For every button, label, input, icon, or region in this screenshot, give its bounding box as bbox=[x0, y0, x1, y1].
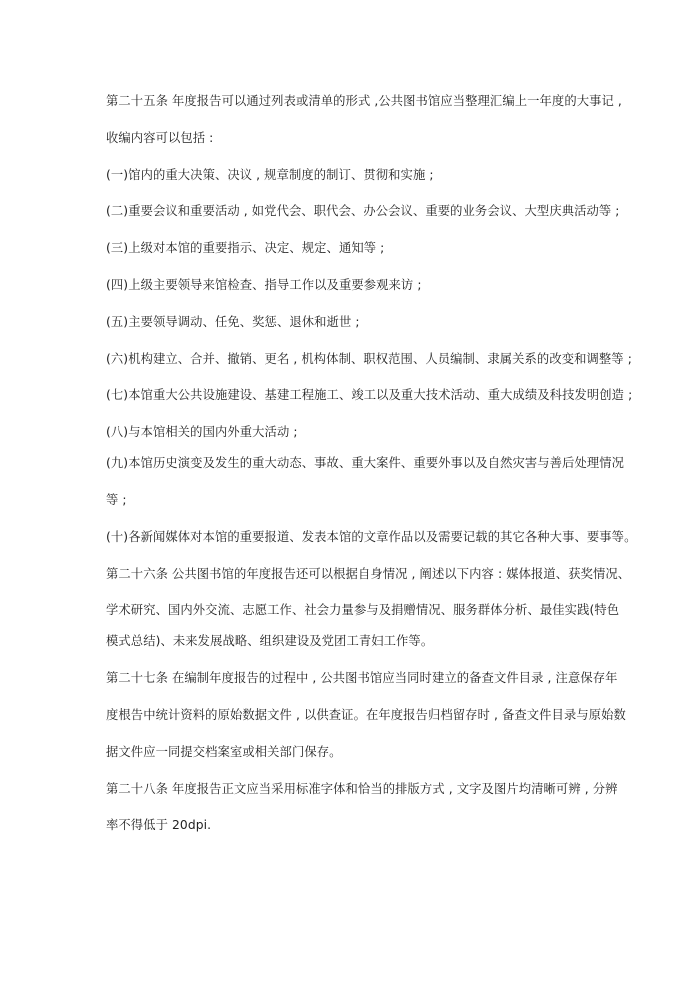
article-26-line-1: 第二十六条 公共图书馆的年度报告还可以根据自身情况 , 阐述以下内容 : 媒体报道、获奖情况、 bbox=[106, 566, 631, 581]
article-25-line-1: 第二十五条 年度报告可以通过列表或清单的形式 ,公共图书馆应当整理汇编上一年度的大事记 , bbox=[106, 94, 622, 108]
article-26-line-3: 模式总结)、未来发展战略、组织建设及党团工青妇工作等。 bbox=[106, 634, 434, 649]
article-25-line-2: 收编内容可以包括 : bbox=[106, 130, 214, 145]
list-item-4: (四)上级主要领导来馆检查、指导工作以及重要参观来访 ; bbox=[106, 277, 422, 292]
list-item-8: (八)与本馆相关的国内外重大活动 ; bbox=[106, 425, 298, 440]
list-item-1: (一)馆内的重大决策、决议 , 规章制度的制订、贯彻和实施 ; bbox=[106, 167, 434, 182]
article-26-line-2: 学术研究、国内外交流、志愿工作、社会力量参与及捐赠情况、服务群体分析、最佳实践(特色 bbox=[106, 603, 620, 618]
article-27-line-1: 第二十七条 在编制年度报告的过程中 , 公共图书馆应当同时建立的备查文件目录 , 注意保存年 bbox=[106, 671, 618, 686]
list-item-3: (三)上级对本馆的重要指示、决定、规定、通知等 ; bbox=[106, 241, 385, 256]
document-body bbox=[106, 92, 637, 853]
list-item-7: (七)本馆重大公共设施建设、基建工程施工、竣工以及重大技术活动、重大成绩及科技发明创造 ; bbox=[106, 388, 633, 403]
article-27-line-3: 据文件应一同提交档案室或相关部门保存。 bbox=[106, 744, 342, 759]
list-item-9-line-2: 等 ; bbox=[106, 492, 127, 507]
list-item-6: (六)机构建立、合并、撤销、更名 , 机构体制、职权范围、人员编制、隶属关系的改变和调整等 ; bbox=[106, 351, 632, 366]
article-28-line-2: 率不得低于 20dpi. bbox=[106, 818, 212, 833]
list-item-9-line-1: (九)本馆历史演变及发生的重大动态、事故、重大案件、重要外事以及自然灾害与善后处理情况 bbox=[106, 456, 625, 471]
list-item-5: (五)主要领导调动、任免、奖惩、退休和逝世 ; bbox=[106, 314, 360, 329]
list-item-10: (十)各新闻媒体对本馆的重要报道、发表本馆的文章作品以及需要记载的其它各种大事、要事等。 bbox=[106, 529, 637, 544]
article-27-line-2: 度根告中统计资料的原始数据文件 , 以供查证。在年度报告归档留存时 , 备查文件目录与原始数 bbox=[106, 707, 626, 722]
article-28-line-1: 第二十八条 年度报告正文应当采用标准字体和恰当的排版方式 , 文字及图片均清晰可辨 , 分辨 bbox=[106, 781, 618, 796]
list-item-2: (二)重要会议和重要活动 , 如党代会、职代会、办公会议、重要的业务会议、大型庆典活动等 ; bbox=[106, 204, 620, 219]
